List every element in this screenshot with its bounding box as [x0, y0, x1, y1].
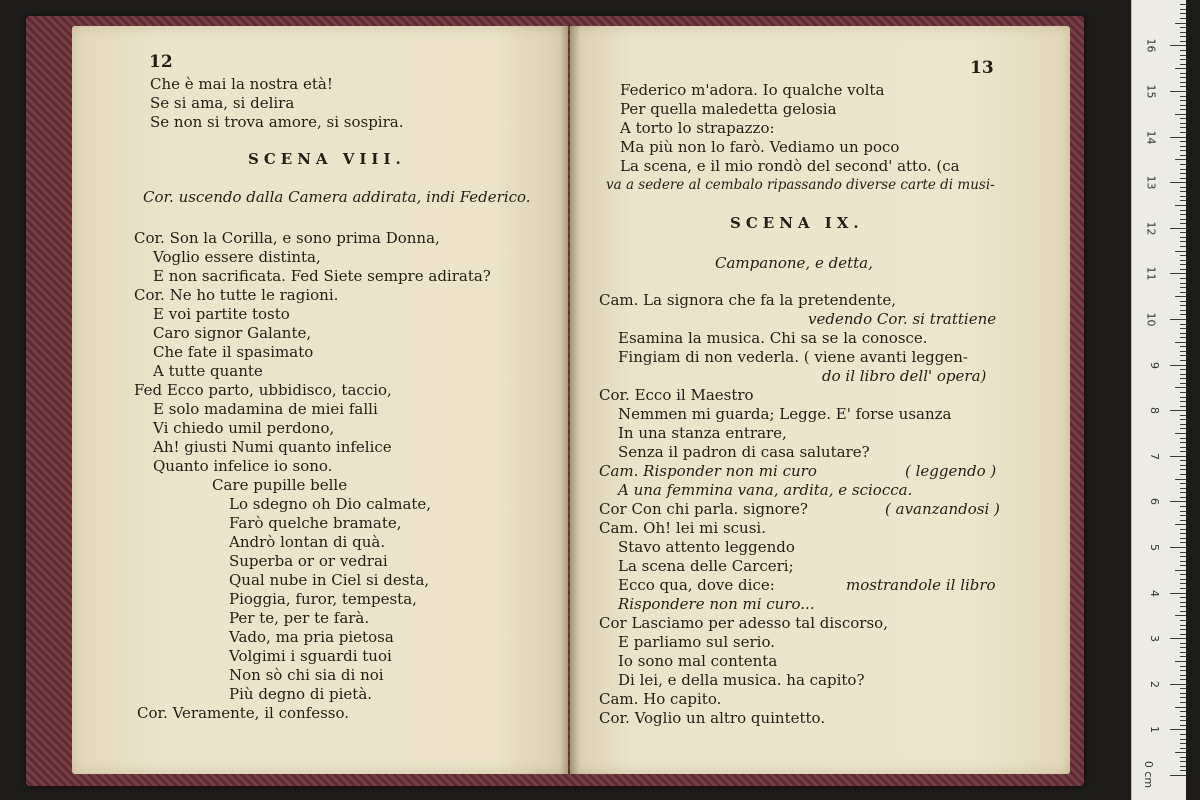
ruler-tick: [1175, 615, 1186, 616]
ruler-tick: [1180, 460, 1186, 461]
ruler-tick: [1180, 511, 1186, 512]
ruler-tick: [1180, 625, 1186, 626]
ruler-tick: [1180, 438, 1186, 439]
ruler-tick: [1175, 296, 1186, 297]
ruler-tick: [1180, 757, 1186, 758]
right-dialogue-line: Rispondere non mi curo...: [618, 595, 815, 613]
ruler-tick: [1180, 606, 1186, 607]
ruler-tick: [1180, 424, 1186, 425]
ruler-tick: [1180, 397, 1186, 398]
ruler-tick: [1175, 661, 1186, 662]
right-dialogue-line: Senza il padron di casa salutare?: [618, 443, 870, 461]
ruler-tick: [1180, 27, 1186, 28]
right-dialogue-line: Cam. Ho capito.: [599, 690, 722, 708]
ruler-tick: [1180, 13, 1186, 14]
ruler-tick: [1180, 191, 1186, 192]
ruler-tick: [1180, 442, 1186, 443]
ruler-tick: [1175, 433, 1186, 434]
ruler-tick: [1175, 707, 1186, 708]
ruler-number: 7: [1148, 452, 1161, 460]
left-dialogue-line: Vado, ma pria pietosa: [229, 628, 394, 646]
ruler-tick: [1180, 310, 1186, 311]
ruler-tick: [1180, 451, 1186, 452]
right-dialogue-line: Cam. La signora che fa la pretendente,: [599, 291, 897, 309]
ruler-tick: [1170, 365, 1186, 366]
ruler-number: 14: [1144, 130, 1158, 145]
ruler-number: 5: [1148, 544, 1161, 551]
ruler-tick: [1180, 178, 1186, 179]
ruler-tick: [1180, 556, 1186, 557]
right-dialogue-line: Io sono mal contenta: [618, 652, 778, 670]
ruler-tick: [1180, 374, 1186, 375]
ruler-tick: [1180, 132, 1186, 133]
left-dialogue-line: Lo sdegno oh Dio calmate,: [229, 495, 432, 513]
ruler-number: 4: [1148, 589, 1161, 597]
right-dialogue-line: Cor. Ecco il Maestro: [599, 386, 754, 404]
ruler-tick: [1180, 232, 1186, 233]
ruler-tick: [1180, 415, 1186, 416]
ruler-tick: [1180, 9, 1186, 10]
ruler-tick: [1180, 428, 1186, 429]
ruler-number: 2: [1148, 680, 1161, 688]
left-dialogue-line: Volgimi i sguardi tuoi: [229, 647, 392, 665]
right-dialogue-line: A una femmina vana, ardita, e sciocca.: [618, 481, 913, 499]
left-dialogue-line: Superba or or vedrai: [229, 552, 388, 570]
ruler-tick: [1180, 164, 1186, 165]
ruler-tick: [1180, 64, 1186, 65]
ruler-tick: [1180, 283, 1186, 284]
ruler-tick: [1180, 77, 1186, 78]
ruler-number: 13: [1144, 175, 1158, 190]
left-dialogue-line: E non sacrificata. Fed Siete sempre adirata?: [153, 267, 491, 285]
right-dialogue-line: Cor. Voglio un altro quintetto.: [599, 709, 826, 727]
right-dialogue-line: Di lei, e della musica. ha capito?: [618, 671, 865, 689]
ruler-tick: [1170, 228, 1186, 229]
ruler-tick: [1175, 342, 1186, 343]
right-dialogue-line: La scena delle Carceri;: [618, 557, 794, 575]
ruler-tick: [1175, 159, 1186, 160]
right-dialogue-line: Esamina la musica. Chi sa se la conosce.: [618, 329, 928, 347]
ruler-tick: [1180, 255, 1186, 256]
left-dialogue-line: Per te, per te farà.: [229, 609, 370, 627]
ruler-tick: [1170, 456, 1186, 457]
right-page-number: 13: [970, 58, 994, 78]
right-dialogue-line: ( avanzandosi ): [885, 500, 1000, 518]
ruler-tick: [1170, 593, 1186, 594]
ruler-number: 1: [1148, 726, 1161, 734]
ruler-tick: [1180, 748, 1186, 749]
right-line: Ma più non lo farò. Vediamo un poco: [620, 138, 900, 156]
ruler-tick: [1180, 538, 1186, 539]
ruler-tick: [1180, 739, 1186, 740]
ruler-tick: [1180, 351, 1186, 352]
ruler-number: 6: [1148, 498, 1161, 506]
ruler-tick: [1180, 337, 1186, 338]
left-dialogue-line: Che fate il spasimato: [153, 343, 314, 361]
left-dialogue-line: Quanto infelice io sono.: [153, 457, 333, 475]
ruler-tick: [1180, 688, 1186, 689]
right-line: va a sedere al cembalo ripassando diverse carte di musi-: [606, 177, 995, 193]
right-scene-heading: SCENA IX.: [730, 214, 864, 232]
ruler-tick: [1175, 752, 1186, 753]
ruler-tick: [1170, 273, 1186, 274]
ruler-tick: [1180, 552, 1186, 553]
ruler-tick: [1180, 378, 1186, 379]
ruler-tick: [1180, 127, 1186, 128]
ruler-tick: [1180, 41, 1186, 42]
right-dialogue-line: mostrandole il libro: [846, 576, 996, 594]
ruler-tick: [1180, 36, 1186, 37]
ruler-tick: [1180, 123, 1186, 124]
ruler-tick: [1175, 23, 1186, 24]
left-stage-direction: Cor. uscendo dalla Camera addirata, indi Federico.: [143, 188, 531, 206]
ruler-tick: [1180, 497, 1186, 498]
right-dialogue-line: Cor Con chi parla. signore?: [599, 500, 808, 518]
ruler-tick: [1180, 200, 1186, 201]
ruler-tick: [1170, 638, 1186, 639]
right-stage-direction: Campanone, e detta,: [715, 254, 873, 272]
ruler-tick: [1180, 652, 1186, 653]
ruler-tick: [1175, 251, 1186, 252]
ruler-tick: [1180, 656, 1186, 657]
ruler-tick: [1170, 91, 1186, 92]
left-dialogue-line: Cor. Son la Corilla, e sono prima Donna,: [134, 229, 440, 247]
ruler-tick: [1180, 761, 1186, 762]
ruler-tick: [1180, 86, 1186, 87]
left-page-number: 12: [149, 52, 173, 72]
ruler-tick: [1175, 68, 1186, 69]
ruler-tick: [1180, 629, 1186, 630]
ruler-tick: [1180, 702, 1186, 703]
left-dialogue-line: Fed Ecco parto, ubbidisco, taccio,: [134, 381, 392, 399]
right-line: La scena, e il mio rondò del second' atto. (ca: [620, 157, 960, 175]
right-line: Per quella maledetta gelosia: [620, 100, 837, 118]
ruler-tick: [1180, 237, 1186, 238]
ruler-tick: [1175, 570, 1186, 571]
ruler-tick: [1180, 118, 1186, 119]
right-dialogue-line: Cor Lasciamo per adesso tal discorso,: [599, 614, 888, 632]
left-scene-heading: SCENA VIII.: [248, 150, 406, 168]
ruler-tick: [1180, 670, 1186, 671]
left-dialogue-line: Caro signor Galante,: [153, 324, 312, 342]
ruler-number: 3: [1148, 635, 1161, 643]
right-dialogue-line: Fingiam di non vederla. ( viene avanti leggen-: [618, 348, 968, 366]
ruler-tick: [1170, 45, 1186, 46]
left-dialogue-line: Pioggia, furor, tempesta,: [229, 590, 417, 608]
ruler-tick: [1180, 447, 1186, 448]
ruler-tick: [1180, 333, 1186, 334]
ruler-tick: [1180, 483, 1186, 484]
ruler-tick: [1180, 720, 1186, 721]
ruler-tick: [1180, 264, 1186, 265]
ruler-tick: [1170, 684, 1186, 685]
left-dialogue-line: Qual nube in Ciel si desta,: [229, 571, 430, 589]
ruler-tick: [1180, 324, 1186, 325]
ruler-tick: [1180, 223, 1186, 224]
ruler-number: 9: [1148, 361, 1161, 369]
ruler-tick: [1180, 109, 1186, 110]
left-line: Se si ama, si delira: [150, 94, 295, 112]
ruler-tick: [1180, 96, 1186, 97]
ruler-tick: [1170, 729, 1186, 730]
ruler-number: 8: [1148, 407, 1161, 415]
ruler-tick: [1180, 32, 1186, 33]
ruler-tick: [1180, 766, 1186, 767]
ruler-tick: [1180, 561, 1186, 562]
left-dialogue-line: E solo madamina de miei falli: [153, 400, 378, 418]
ruler-tick: [1180, 392, 1186, 393]
ruler-tick: [1180, 588, 1186, 589]
left-line: Che è mai la nostra età!: [150, 75, 333, 93]
ruler-number: 12: [1144, 221, 1158, 236]
ruler-tick: [1180, 711, 1186, 712]
ruler-tick: [1180, 260, 1186, 261]
ruler-tick: [1180, 406, 1186, 407]
ruler-tick: [1180, 355, 1186, 356]
ruler-tick: [1180, 287, 1186, 288]
right-dialogue-line: vedendo Cor. si trattiene: [808, 310, 997, 328]
ruler-tick: [1180, 647, 1186, 648]
ruler-tick: [1180, 169, 1186, 170]
ruler-tick: [1180, 82, 1186, 83]
ruler-tick: [1180, 583, 1186, 584]
ruler-tick: [1180, 474, 1186, 475]
ruler-tick: [1180, 679, 1186, 680]
ruler-tick: [1180, 100, 1186, 101]
left-dialogue-line: Farò quelche bramate,: [229, 514, 402, 532]
measuring-ruler: [1131, 0, 1186, 800]
left-dialogue-line: Andrò lontan di quà.: [229, 533, 386, 551]
ruler-tick: [1175, 205, 1186, 206]
right-dialogue-line: E parliamo sul serio.: [618, 633, 775, 651]
ruler-tick: [1180, 542, 1186, 543]
ruler-tick: [1180, 602, 1186, 603]
left-dialogue-line: Vi chiedo umil perdono,: [153, 419, 335, 437]
left-dialogue-line: E voi partite tosto: [153, 305, 290, 323]
right-dialogue-line: Nemmen mi guarda; Legge. E' forse usanza: [618, 405, 952, 423]
left-dialogue-line: Cor. Veramente, il confesso.: [137, 704, 350, 722]
ruler-tick: [1180, 675, 1186, 676]
ruler-tick: [1180, 360, 1186, 361]
ruler-tick: [1180, 574, 1186, 575]
ruler-tick: [1175, 387, 1186, 388]
ruler-tick: [1180, 18, 1186, 19]
ruler-tick: [1180, 59, 1186, 60]
ruler-tick: [1180, 520, 1186, 521]
ruler-tick: [1180, 146, 1186, 147]
ruler-tick: [1180, 50, 1186, 51]
ruler-tick: [1180, 666, 1186, 667]
left-dialogue-line: Più degno di pietà.: [229, 685, 373, 703]
ruler-tick: [1180, 278, 1186, 279]
ruler-tick: [1180, 515, 1186, 516]
ruler-tick: [1180, 579, 1186, 580]
right-line: A torto lo strapazzo:: [620, 119, 775, 137]
ruler-tick: [1180, 4, 1186, 5]
left-dialogue-line: Care pupille belle: [212, 476, 348, 494]
ruler-tick: [1180, 173, 1186, 174]
left-dialogue-line: Cor. Ne ho tutte le ragioni.: [134, 286, 339, 304]
left-dialogue-line: A tutte quante: [153, 362, 263, 380]
left-dialogue-line: Voglio essere distinta,: [153, 248, 321, 266]
ruler-tick: [1170, 775, 1186, 776]
ruler-tick: [1180, 620, 1186, 621]
ruler-tick: [1180, 565, 1186, 566]
ruler-tick: [1180, 693, 1186, 694]
book-gutter: [560, 26, 580, 774]
ruler-tick: [1180, 196, 1186, 197]
ruler-tick: [1180, 597, 1186, 598]
ruler-tick: [1180, 369, 1186, 370]
ruler-tick: [1180, 770, 1186, 771]
ruler-tick: [1180, 506, 1186, 507]
ruler-tick: [1180, 301, 1186, 302]
ruler-tick: [1170, 137, 1186, 138]
right-dialogue-line: ( leggendo ): [905, 462, 997, 480]
ruler-tick: [1180, 150, 1186, 151]
left-dialogue-line: Ah! giusti Numi quanto infelice: [153, 438, 392, 456]
ruler-tick: [1180, 465, 1186, 466]
ruler-tick: [1180, 305, 1186, 306]
ruler-tick: [1180, 269, 1186, 270]
ruler-tick: [1180, 210, 1186, 211]
ruler-tick: [1180, 734, 1186, 735]
left-line: Se non si trova amore, si sospira.: [150, 113, 404, 131]
ruler-number: 16: [1144, 38, 1158, 53]
ruler-tick: [1180, 492, 1186, 493]
ruler-tick: [1180, 73, 1186, 74]
ruler-tick: [1180, 383, 1186, 384]
ruler-tick: [1180, 214, 1186, 215]
ruler-tick: [1170, 501, 1186, 502]
ruler-tick: [1175, 524, 1186, 525]
ruler-tick: [1180, 241, 1186, 242]
ruler-tick: [1180, 55, 1186, 56]
ruler-tick: [1180, 716, 1186, 717]
right-dialogue-line: do il libro dell' opera): [822, 367, 987, 385]
ruler-number: 15: [1144, 84, 1158, 99]
right-dialogue-line: Cam. Oh! lei mi scusi.: [599, 519, 766, 537]
ruler-tick: [1170, 319, 1186, 320]
ruler-tick: [1180, 643, 1186, 644]
right-dialogue-line: Cam. Risponder non mi curo: [599, 462, 817, 480]
right-line: Federico m'adora. Io qualche volta: [620, 81, 885, 99]
ruler-tick: [1180, 725, 1186, 726]
ruler-tick: [1180, 328, 1186, 329]
ruler-number: 11: [1144, 266, 1158, 281]
ruler-tick: [1180, 346, 1186, 347]
ruler-tick: [1180, 529, 1186, 530]
left-dialogue-line: Non sò chi sia di noi: [229, 666, 384, 684]
right-dialogue-line: Ecco qua, dove dice:: [618, 576, 775, 594]
ruler-tick: [1175, 479, 1186, 480]
ruler-tick: [1175, 114, 1186, 115]
ruler-tick: [1180, 697, 1186, 698]
right-dialogue-line: Stavo attento leggendo: [618, 538, 795, 556]
ruler-unit-label: 0 cm: [1141, 760, 1155, 789]
ruler-number: 10: [1144, 312, 1158, 327]
ruler-tick: [1180, 187, 1186, 188]
ruler-tick: [1180, 141, 1186, 142]
ruler-tick: [1180, 469, 1186, 470]
ruler-tick: [1170, 547, 1186, 548]
ruler-tick: [1180, 219, 1186, 220]
ruler-tick: [1180, 743, 1186, 744]
ruler-tick: [1180, 314, 1186, 315]
ruler-tick: [1180, 419, 1186, 420]
ruler-tick: [1180, 401, 1186, 402]
ruler-tick: [1180, 292, 1186, 293]
ruler-tick: [1180, 533, 1186, 534]
ruler-tick: [1180, 246, 1186, 247]
ruler-tick: [1170, 410, 1186, 411]
ruler-tick: [1170, 182, 1186, 183]
ruler-tick: [1180, 488, 1186, 489]
ruler-tick: [1180, 611, 1186, 612]
ruler-tick: [1180, 634, 1186, 635]
right-dialogue-line: In una stanza entrare,: [618, 424, 787, 442]
ruler-tick: [1180, 155, 1186, 156]
ruler-tick: [1180, 105, 1186, 106]
